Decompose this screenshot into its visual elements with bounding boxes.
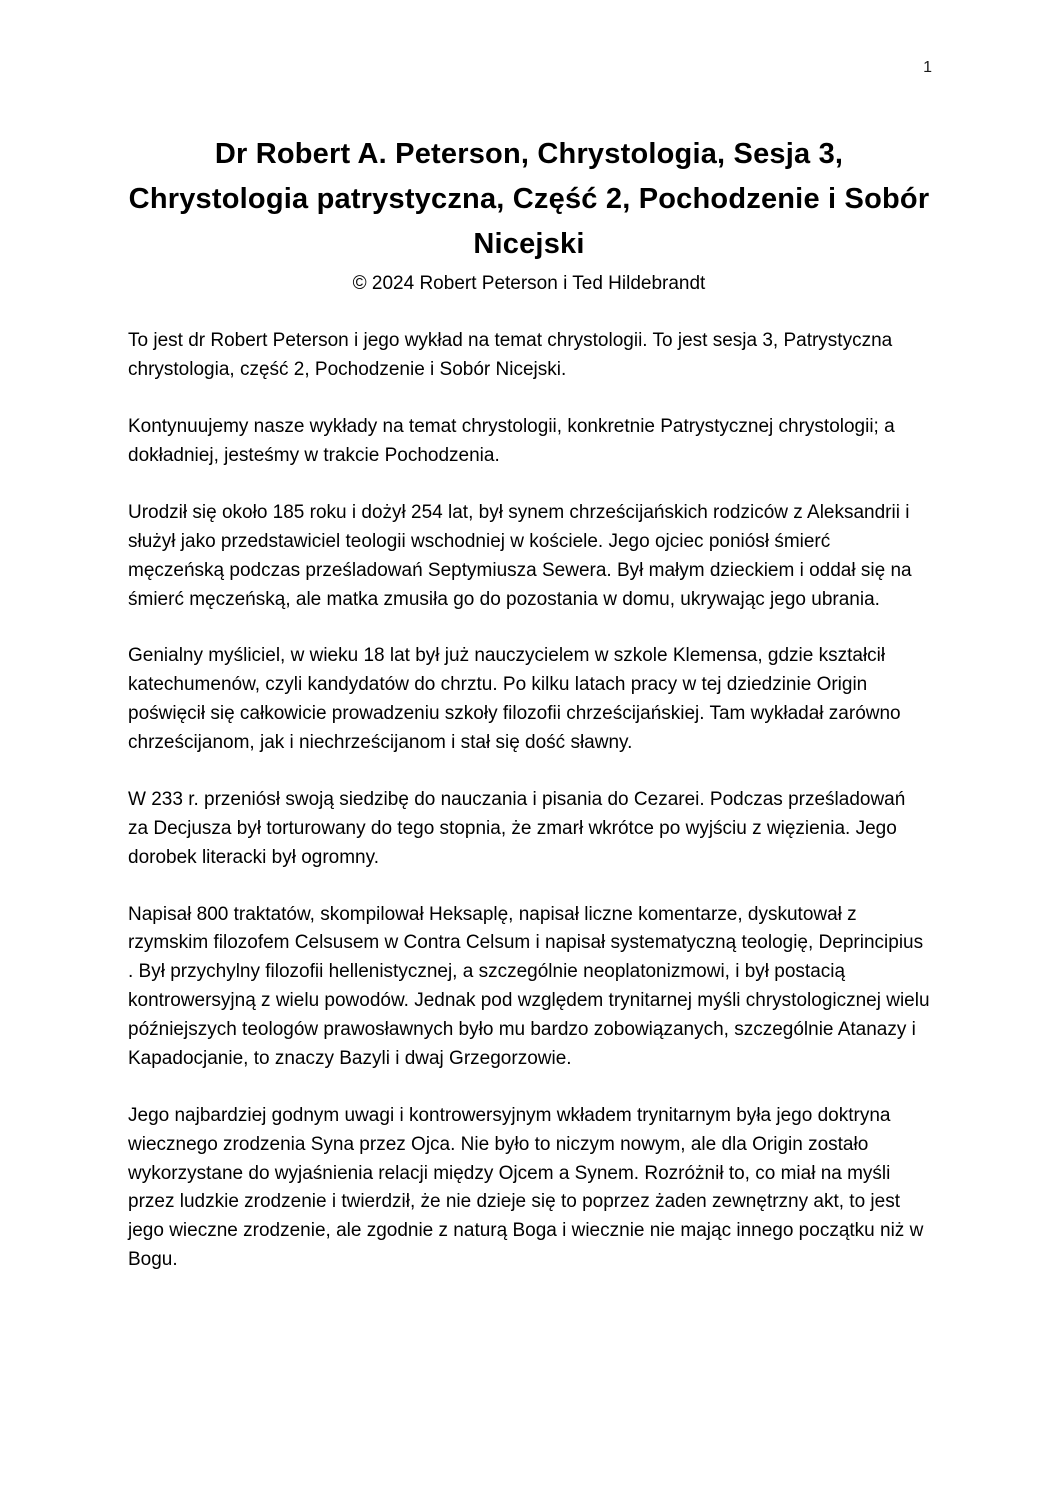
paragraph-writings: Napisał 800 traktatów, skompilował Heksaplę, napisał liczne komentarze, dyskutował z rzymskim filozofem Celsusem w Contra Celsum i napisał systematyczną teologię, Deprincipius . Był przychylny filozofii hellenistycznej, a szczególnie neoplatonizmowi, i był postacią kontrowersyjną z wielu powodów. Jednak pod względem trynitarnej myśli chrystologicznej wielu późniejszych teologów prawosławnych było mu bardzo zobowiązanych, szczególnie Atanazy i Kapadocjanie, to znaczy Bazyli i dwaj Grzegorzowie. [128,903,930,1069]
document-title: Dr Robert A. Peterson, Chrystologia, Sesja 3, Chrystologia patrystyczna, Część 2, Pochodzenie i Sobór Nicejski [128,138,930,260]
paragraph-eternal-generation: Jego najbardziej godnym uwagi i kontrowersyjnym wkładem trynitarnym była jego doktryna wiecznego zrodzenia Syna przez Ojca. Nie było to niczym nowym, ale dla Origin zostało wykorzystane do wyjaśnienia relacji między Ojcem a Synem. Rozróżnił to, co miał na myśli przez ludzkie zrodzenie i twierdził, że nie dzieje się to poprzez żaden zewnętrzny akt, to jest jego wieczne zrodzenie, ale zgodnie z naturą Boga i wiecznie nie mając innego początku niż w Bogu. [128,1104,924,1271]
copyright-line: © 2024 Robert Peterson i Ted Hildebrandt [352,272,706,294]
paragraph-teacher: Genialny myśliciel, w wieku 18 lat był już nauczycielem w szkole Klemensa, gdzie kształcił katechumenów, czyli kandydatów do chrztu. Po kilku latach pracy w tej dziedzinie Origin poświęcił się całkowicie prowadzeniu szkoły filozofii chrześcijańskiej. Tam wykładał zarówno chrześcijanom, jak i niechrześcijanom i stał się dość sławny. [128,645,901,754]
paragraph-intro: To jest dr Robert Peterson i jego wykład na temat chrystologii. To jest sesja 3, Patrystyczna chrystologia, część 2, Pochodzenie i Sobór Nicejski. [128,330,893,381]
paragraph-continuation: Kontynuujemy nasze wykłady na temat chrystologii, konkretnie Patrystycznej chrystologii; a dokładniej, jesteśmy w trakcie Pochodzenia. [128,416,895,467]
paragraph-caesarea: W 233 r. przeniósł swoją siedzibę do nauczania i pisania do Cezarei. Podczas prześladowań za Decjusza był torturowany do tego stopnia, że zmarł wkrótce po wyjściu z więzienia. Jego dorobek literacki był ogromny. [128,788,906,868]
paragraph-biography: Urodził się około 185 roku i dożył 254 lat, był synem chrześcijańskich rodziców z Aleksandrii i służył jako przedstawiciel teologii wschodniej w kościele. Jego ojciec poniósł śmierć męczeńską podczas prześladowań Septymiusza Sewera. Był małym dzieckiem i oddał się na śmierć męczeńską, ale matka zmusiła go do pozostania w domu, ukrywając jego ubrania. [128,501,912,610]
page-number: 1 [923,59,932,76]
document-body [128,327,930,1275]
